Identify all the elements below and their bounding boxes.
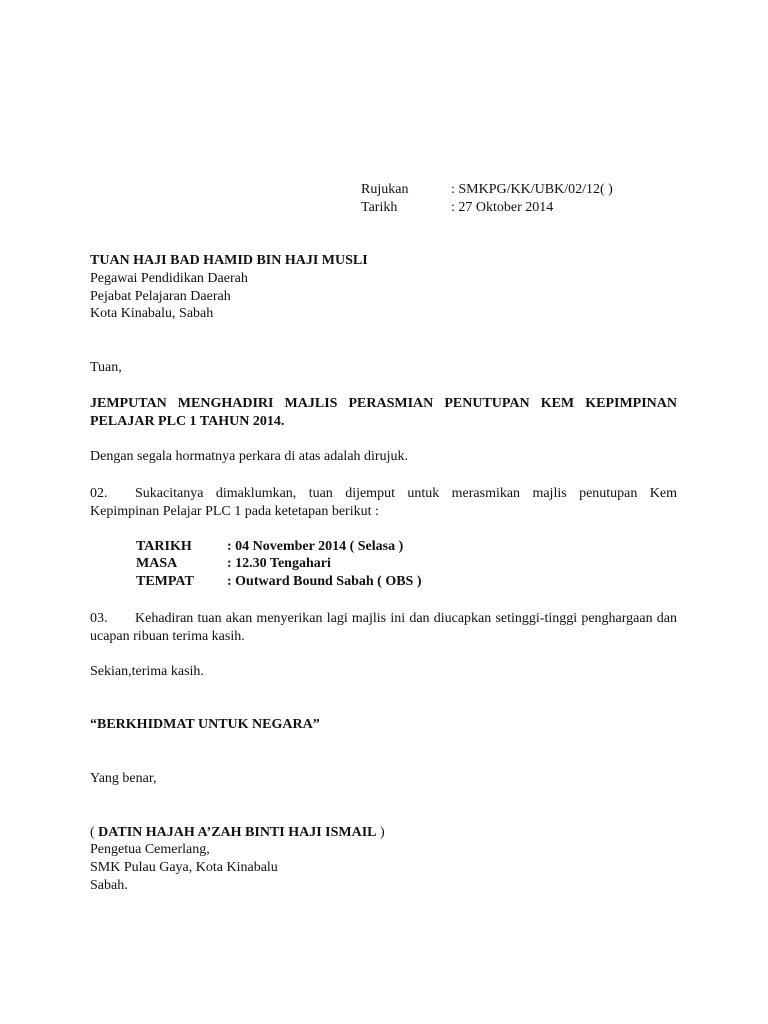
detail-value-masa: : 12.30 Tengahari	[227, 556, 331, 571]
closing-line: Sekian,terima kasih.	[90, 664, 204, 679]
recipient-line-3: Kota Kinabalu, Sabah	[90, 306, 214, 321]
salutation: Tuan,	[90, 360, 122, 375]
paragraph-02	[90, 485, 677, 521]
signatory-close-paren: )	[376, 825, 385, 840]
recipient-line-1: Pegawai Pendidikan Daerah	[90, 271, 248, 286]
signatory-open-paren: (	[90, 825, 99, 840]
paragraph-03	[90, 610, 677, 646]
motto: “BERKHIDMAT UNTUK NEGARA”	[90, 717, 320, 732]
signoff: Yang benar,	[90, 771, 157, 786]
paragraph-02-number: 02.	[90, 486, 108, 501]
subject-heading: JEMPUTAN MENGHADIRI MAJLIS PERASMIAN PENUTUPAN KEM KEPIMPINAN PELAJAR PLC 1 TAHUN 2014.	[90, 396, 677, 429]
signatory-school: SMK Pulau Gaya, Kota Kinabalu	[90, 860, 278, 875]
detail-value-tempat: : Outward Bound Sabah ( OBS )	[227, 574, 422, 589]
rujukan-value: : SMKPG/KK/UBK/02/12( )	[451, 182, 613, 197]
signatory-title: Pengetua Cemerlang,	[90, 842, 210, 857]
detail-label-tempat: TEMPAT	[136, 574, 194, 589]
tarikh-label: Tarikh	[361, 200, 398, 215]
detail-value-tarikh: : 04 November 2014 ( Selasa )	[227, 539, 404, 554]
tarikh-value: : 27 Oktober 2014	[451, 200, 554, 215]
recipient-line-2: Pejabat Pelajaran Daerah	[90, 289, 231, 304]
recipient-name: TUAN HAJI BAD HAMID BIN HAJI MUSLI	[90, 253, 368, 268]
paragraph-03-number: 03.	[90, 611, 108, 626]
detail-label-masa: MASA	[136, 556, 178, 571]
signatory-state: Sabah.	[90, 878, 128, 893]
paragraph-02-text: Sukacitanya dimaklumkan, tuan dijemput untuk merasmikan majlis penutupan Kem Kepimpinan Pelajar PLC 1 pada ketetapan berikut :	[90, 486, 677, 519]
signatory-name-line	[90, 824, 385, 842]
detail-label-tarikh: TARIKH	[136, 539, 192, 554]
signatory-name: DATIN HAJAH A’ZAH BINTI HAJI ISMAIL	[98, 825, 377, 840]
paragraph-03-text: Kehadiran tuan akan menyerikan lagi majlis ini dan diucapkan setinggi-tinggi penghargaan dan ucapan ribuan terima kasih.	[90, 611, 677, 644]
rujukan-label: Rujukan	[361, 182, 409, 197]
opening-line: Dengan segala hormatnya perkara di atas adalah dirujuk.	[90, 449, 408, 464]
